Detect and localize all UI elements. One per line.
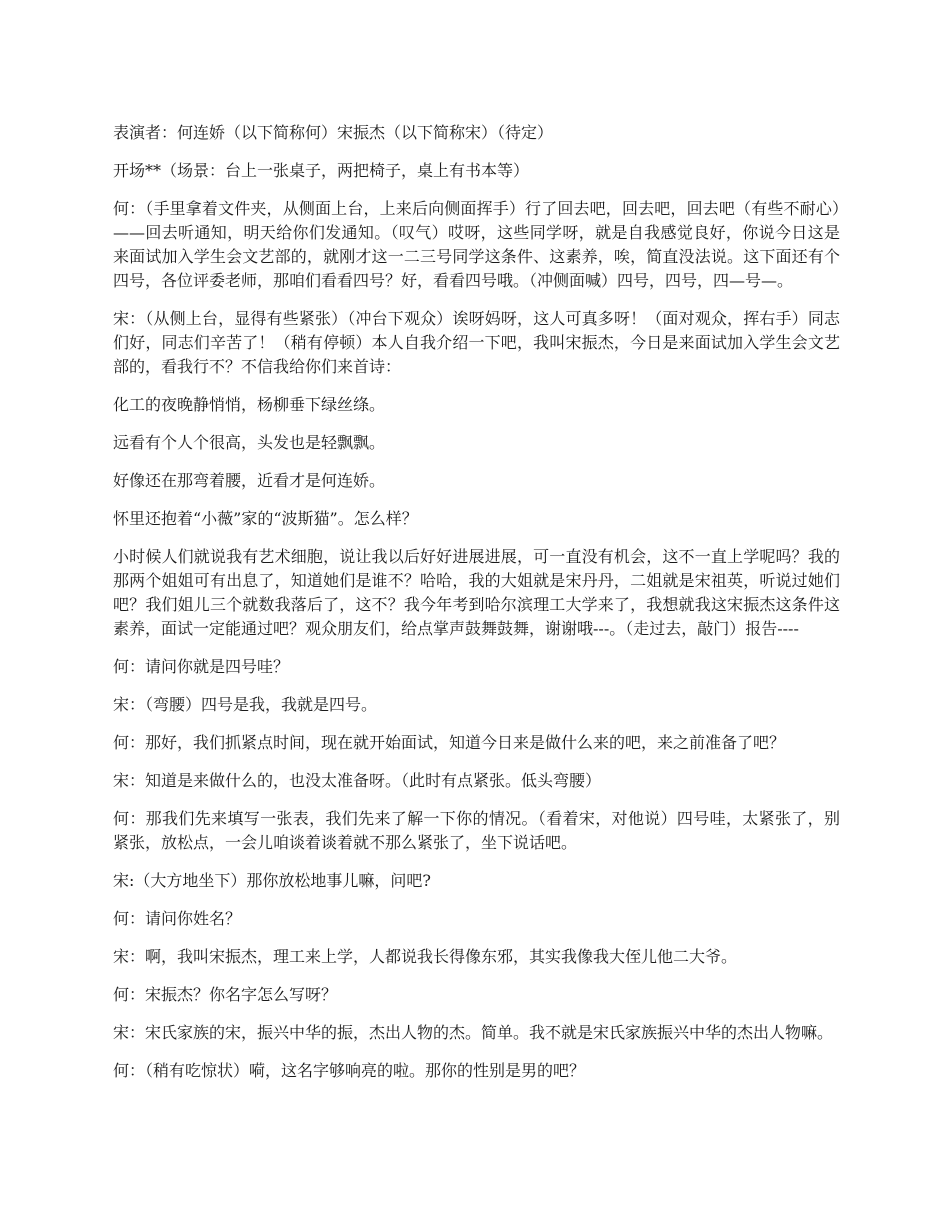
dialogue-paragraph: 何：宋振杰？你名字怎么写呀？ xyxy=(113,985,338,1004)
dialogue-paragraph: 宋：（弯腰）四号是我，我就是四号。 xyxy=(113,695,378,714)
dialogue-paragraph: 何：请问你姓名？ xyxy=(113,909,242,928)
dialogue-paragraph: 宋：（从侧上台，显得有些紧张）（冲台下观众）诶呀妈呀，这人可真多呀！（面对观众，挥右手）同志们好，同志们辛苦了！（稍有停顿）本人自我介绍一下吧，我叫宋振杰，今日是来面试加入学生会文艺部的，看我行不？不信我给你们来首诗： xyxy=(113,309,840,376)
cast-line: 表演者：何连娇（以下简称何）宋振杰（以下简称宋）（待定） xyxy=(113,123,554,142)
dialogue-paragraph: 何：（手里拿着文件夹，从侧面上台，上来后向侧面挥手）行了回去吧，回去吧，回去吧（有些不耐心）——回去听通知，明天给你们发通知。（叹气）哎呀，这些同学呀，就是自我感觉良好，你说今日这是来面试加入学生会文艺部的，就刚才这一二三号同学这条件、这素养，唉，简直没法说。这下面还有个四号，各位评委老师，那咱们看看四号？好，看看四号哦。（冲侧面喊）四号，四号，四—号—。 xyxy=(113,199,840,290)
poem-line: 远看有个人个很高，头发也是轻飘飘。 xyxy=(113,433,386,452)
dialogue-paragraph: 何：那我们先来填写一张表，我们先来了解一下你的情况。（看着宋，对他说）四号哇，太紧张了，别紧张，放松点，一会儿咱谈着谈着就不那么紧张了，坐下说话吧。 xyxy=(113,809,840,852)
dialogue-paragraph: 何：（稍有吃惊状）嗬，这名字够响亮的啦。那你的性别是男的吧？ xyxy=(113,1061,586,1080)
dialogue-paragraph: 宋:（大方地坐下）那你放松地事儿嘛，问吧? xyxy=(113,871,431,890)
dialogue-paragraph: 何：那好，我们抓紧点时间，现在就开始面试，知道今日来是做什么来的吧，来之前准备了吧？ xyxy=(113,733,786,752)
dialogue-paragraph: 宋：知道是来做什么的，也没太准备呀。（此时有点紧张。低头弯腰） xyxy=(113,771,602,790)
poem-line: 化工的夜晚静悄悄，杨柳垂下绿丝绦。 xyxy=(113,395,386,414)
dialogue-paragraph: 宋：宋氏家族的宋，振兴中华的振，杰出人物的杰。简单。我不就是宋氏家族振兴中华的杰出人物嘛。 xyxy=(113,1023,834,1042)
dialogue-paragraph: 何：请问你就是四号哇？ xyxy=(113,657,290,676)
document-body xyxy=(113,121,840,1097)
dialogue-paragraph: 宋：啊，我叫宋振杰，理工来上学，人都说我长得像东邪，其实我像我大侄儿他二大爷。 xyxy=(113,947,738,966)
dialogue-paragraph: 小时候人们就说我有艺术细胞，说让我以后好好进展进展，可一直没有机会，这不一直上学呢吗？我的那两个姐姐可有出息了，知道她们是谁不？哈哈，我的大姐就是宋丹丹，二姐就是宋祖英，听说过她们吧？我们姐儿三个就数我落后了，这不？我今年考到哈尔滨理工大学来了，我想就我这宋振杰这条件这素养，面试一定能通过吧？观众朋友们，给点掌声鼓舞鼓舞，谢谢哦---。（走过去，敲门）报告---- xyxy=(113,547,840,638)
poem-line: 怀里还抱着“小薇”家的“波斯猫”。怎么样？ xyxy=(113,509,418,528)
poem-line: 好像还在那弯着腰，近看才是何连娇。 xyxy=(113,471,386,490)
scene-line: 开场**（场景：台上一张桌子，两把椅子，桌上有书本等） xyxy=(113,161,530,180)
